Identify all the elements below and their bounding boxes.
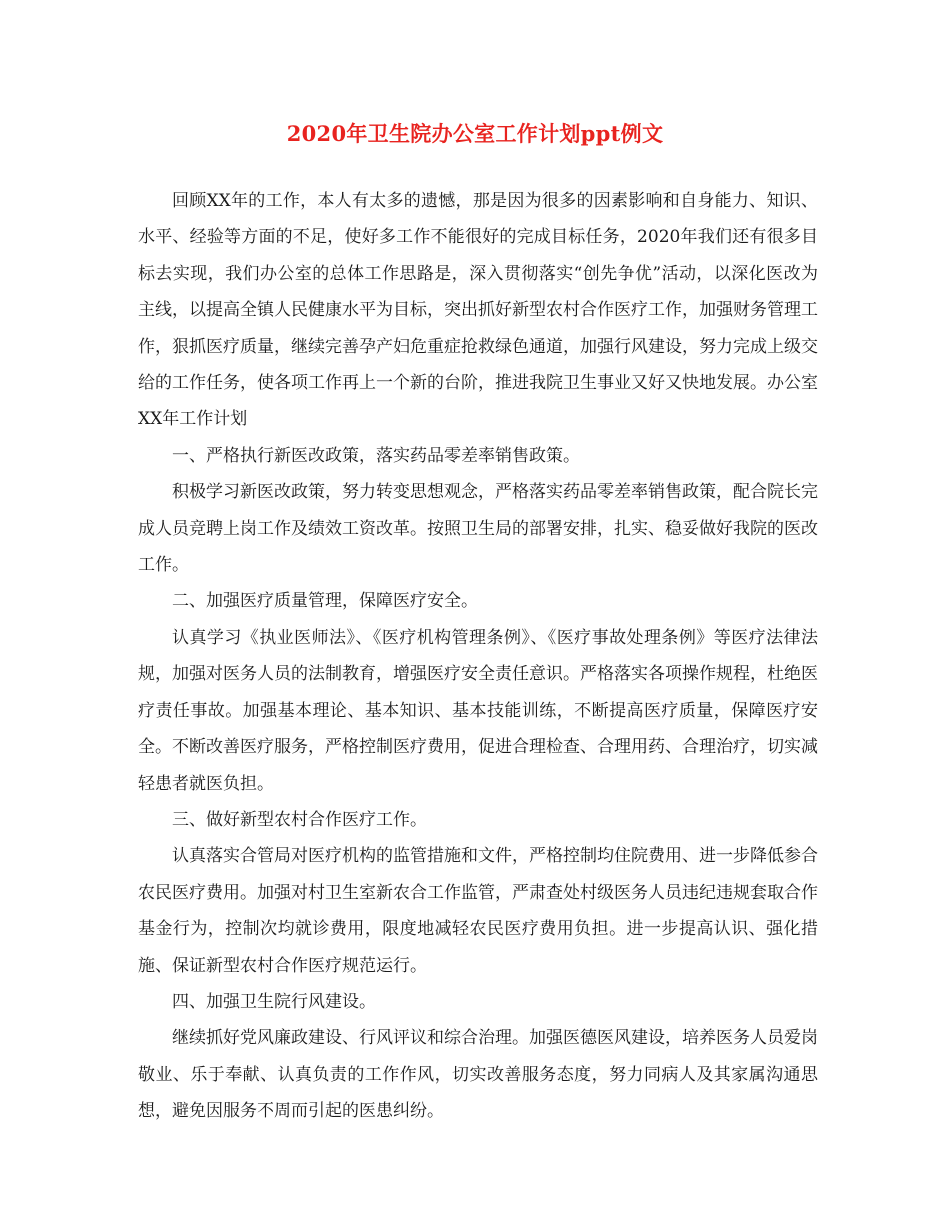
section-heading-4: 四、加强卫生院行风建设。: [172, 991, 376, 1012]
section-heading-3: 三、做好新型农村合作医疗工作。: [172, 809, 427, 830]
document-body: [138, 183, 818, 1130]
paragraph-section-4: 继续抓好党风廉政建设、行风评议和综合治理。加强医德医风建设，培养医务人员爱岗敬业、乐于奉献、认真负责的工作作风，切实改善服务态度，努力同病人及其家属沟通思想，避免因服务不周而引起的医患纠纷。: [138, 1028, 818, 1122]
paragraph-section-2: 认真学习《执业医师法》、《医疗机构管理条例》、《医疗事故处理条例》等医疗法律法规，加强对医务人员的法制教育，增强医疗安全责任意识。严格落实各项操作规程，杜绝医疗责任事故。加强基本理论、基本知识、基本技能训练，不断提高医疗质量，保障医疗安全。不断改善医疗服务，严格控制医疗费用，促进合理检查、合理用药、合理治疗，切实减轻患者就医负担。: [138, 627, 818, 794]
paragraph-section-3: 认真落实合管局对医疗机构的监管措施和文件，严格控制均住院费用、进一步降低参合农民医疗费用。加强对村卫生室新农合工作监管，严肃查处村级医务人员违纪违规套取合作基金行为，控制次均就诊费用，限度地减轻农民医疗费用负担。进一步提高认识、强化措施、保证新型农村合作医疗规范运行。: [138, 846, 818, 976]
document-title: 2020年卫生院办公室工作计划ppt例文: [286, 121, 664, 146]
section-heading-2: 二、加强医疗质量管理，保障医疗安全。: [172, 591, 478, 612]
paragraph-intro: 回顾XX年的工作，本人有太多的遗憾，那是因为很多的因素影响和自身能力、知识、水平、经验等方面的不足，使好多工作不能很好的完成目标任务，2020年我们还有很多目标去实现，我们办公室的总体工作思路是，深入贯彻落实“创先争优”活动，以深化医改为主线，以提高全镇人民健康水平为目标，突出抓好新型农村合作医疗工作，加强财务管理工作，狠抓医疗质量，继续完善孕产妇危重症抢救绿色通道，加强行风建设，努力完成上级交给的工作任务，使各项工作再上一个新的台阶，推进我院卫生事业又好又快地发展。办公室XX年工作计划: [138, 191, 818, 430]
paragraph-section-1: 积极学习新医改政策，努力转变思想观念，严格落实药品零差率销售政策，配合院长完成人员竞聘上岗工作及绩效工资改革。按照卫生局的部署安排，扎实、稳妥做好我院的医改工作。: [138, 482, 818, 576]
section-heading-1: 一、严格执行新医改政策，落实药品零差率销售政策。: [172, 445, 580, 466]
